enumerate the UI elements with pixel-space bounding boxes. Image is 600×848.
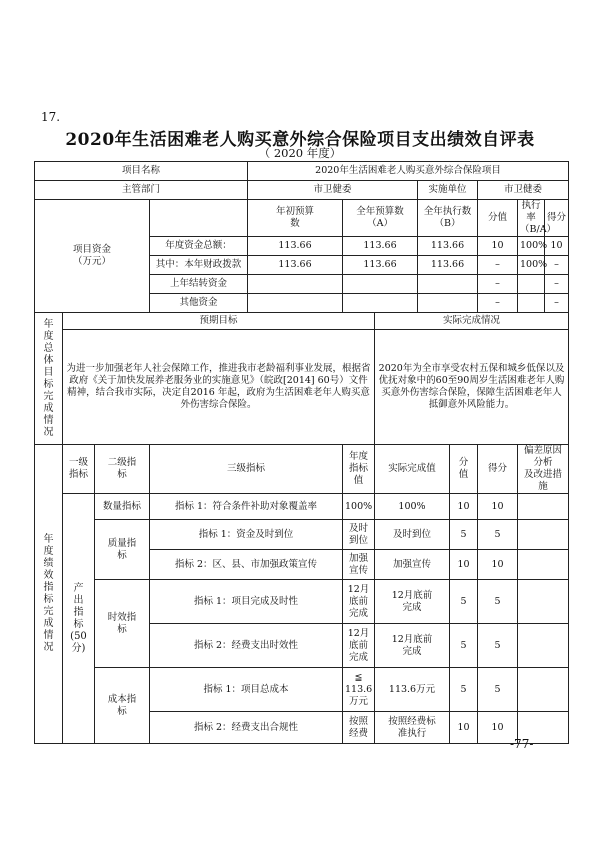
indicator-target: 12月 底前 完成	[343, 580, 375, 624]
indicator-row	[35, 520, 569, 550]
funds-full: 113.66	[343, 256, 418, 275]
goals-side-label: 年 度 总 体 目 标 完 成 情 况	[35, 313, 63, 445]
indicator-name: 指标 2：经费支出时效性	[150, 624, 343, 668]
indicator-target: 12月 底前 完成	[343, 624, 375, 668]
department-value: 市卫健委	[248, 181, 418, 200]
header-level1: 一级 指标	[63, 445, 95, 494]
header-score-max: 分 值	[450, 445, 478, 494]
funds-row-label: 其他资金	[150, 294, 248, 313]
page-number: -77-	[510, 737, 534, 751]
funds-rate: 100%	[518, 256, 545, 275]
indicator-reason	[518, 520, 569, 550]
indicator-actual: 及时到位	[375, 520, 450, 550]
indicator-actual: 113.6万元	[375, 668, 450, 712]
funds-score-max: –	[478, 294, 518, 313]
funds-row-label: 其中：本年财政拨款	[150, 256, 248, 275]
group-timeliness: 时效指 标	[95, 580, 150, 668]
expected-goal-header: 预期目标	[63, 313, 375, 330]
header-reason: 偏差原因分析 及改进措施	[518, 445, 569, 494]
indicator-score: 10	[478, 712, 518, 744]
funds-header-row	[35, 200, 569, 237]
funds-row-label: 上年结转资金	[150, 275, 248, 294]
indicator-reason	[518, 550, 569, 580]
indicator-score: 10	[478, 550, 518, 580]
group-cost: 成本指 标	[95, 668, 150, 744]
indicator-actual: 12月底前 完成	[375, 580, 450, 624]
evaluation-table	[34, 161, 569, 744]
actual-goal-text: 2020年为全市享受农村五保和城乡低保以及优抚对象中的60至90周岁生活困难老年人购买意外伤害综合保险，保障生活困难老年人抵御意外风险能力。	[375, 330, 569, 445]
project-name-label: 项目名称	[35, 162, 248, 181]
indicator-score-max: 10	[450, 550, 478, 580]
indicator-row	[35, 494, 569, 520]
funds-rate	[518, 275, 545, 294]
funds-score-max: –	[478, 275, 518, 294]
indicator-score-max: 5	[450, 580, 478, 624]
indicator-score: 10	[478, 494, 518, 520]
header-target: 年度 指标 值	[343, 445, 375, 494]
funds-rate	[518, 294, 545, 313]
indicator-name: 指标 1：符合条件补助对象覆盖率	[150, 494, 343, 520]
indicator-reason	[518, 494, 569, 520]
indicator-reason	[518, 668, 569, 712]
funds-col-initial: 年初预算 数	[248, 200, 343, 237]
funds-label: 项目资金 （万元）	[35, 200, 150, 313]
funds-rate: 100%	[518, 237, 545, 256]
funds-initial	[248, 294, 343, 313]
indicator-actual: 100%	[375, 494, 450, 520]
indicator-score-max: 10	[450, 712, 478, 744]
expected-goal-text: 为进一步加强老年人社会保障工作，推进我市老龄福利事业发展，根据省政府《关于加快发展养老服务业的实施意见》（皖政[2014] 60号）文件精神，结合我市实际，决定自2016 年起，政府为生活困难老年人购买意外伤害综合保险。	[63, 330, 375, 445]
level1-output-label: 产 出 指 标 (50 分)	[63, 494, 95, 744]
funds-exec: 113.66	[418, 237, 478, 256]
indicator-name: 指标 2：区、县、市加强政策宣传	[150, 550, 343, 580]
indicator-score-max: 5	[450, 520, 478, 550]
header-level3: 三级指标	[150, 445, 343, 494]
indicator-reason	[518, 624, 569, 668]
funds-full: 113.66	[343, 237, 418, 256]
indicator-row	[35, 580, 569, 624]
indicator-row	[35, 668, 569, 712]
indicators-header-row	[35, 445, 569, 494]
indicator-actual: 加强宣传	[375, 550, 450, 580]
indicator-name: 指标 1：项目完成及时性	[150, 580, 343, 624]
indicators-side-label: 年 度 绩 效 指 标 完 成 情 况	[35, 445, 63, 744]
funds-score: –	[545, 294, 569, 313]
header-level2: 二级指 标	[95, 445, 150, 494]
funds-row-label: 年度资金总额：	[150, 237, 248, 256]
page-title: 2020年生活困难老人购买意外综合保险项目支出绩效自评表	[65, 130, 535, 150]
item-number: 17.	[41, 110, 61, 124]
goals-content-row	[35, 330, 569, 445]
funds-score: 10	[545, 237, 569, 256]
project-name-value: 2020年生活困难老人购买意外综合保险项目	[248, 162, 569, 181]
funds-exec	[418, 294, 478, 313]
department-label: 主管部门	[35, 181, 248, 200]
implementing-unit-label: 实施单位	[418, 181, 478, 200]
indicator-score-max: 5	[450, 624, 478, 668]
indicator-target: 及时 到位	[343, 520, 375, 550]
indicator-actual: 12月底前 完成	[375, 624, 450, 668]
funds-initial: 113.66	[248, 237, 343, 256]
department-row	[35, 181, 569, 200]
funds-header-blank	[150, 200, 248, 237]
indicator-target: ≦ 113.6 万元	[343, 668, 375, 712]
actual-goal-header: 实际完成情况	[375, 313, 569, 330]
project-name-row	[35, 162, 569, 181]
indicator-target: 按照 经费	[343, 712, 375, 744]
indicator-name: 指标 2：经费支出合规性	[150, 712, 343, 744]
group-quality: 质量指 标	[95, 520, 150, 580]
funds-exec	[418, 275, 478, 294]
indicator-score: 5	[478, 668, 518, 712]
funds-score: –	[545, 256, 569, 275]
indicator-score: 5	[478, 624, 518, 668]
header-actual: 实际完成值	[375, 445, 450, 494]
funds-exec: 113.66	[418, 256, 478, 275]
indicator-actual: 按照经费标 准执行	[375, 712, 450, 744]
indicator-target: 加强 宣传	[343, 550, 375, 580]
indicator-score: 5	[478, 520, 518, 550]
indicator-name: 指标 1：资金及时到位	[150, 520, 343, 550]
indicator-target: 100%	[343, 494, 375, 520]
indicator-score-max: 5	[450, 668, 478, 712]
group-quantity: 数量指标	[95, 494, 150, 520]
funds-initial: 113.66	[248, 256, 343, 275]
funds-col-score-max: 分值	[478, 200, 518, 237]
funds-col-score: 得分	[545, 200, 569, 237]
funds-initial	[248, 275, 343, 294]
indicator-name: 指标 1：项目总成本	[150, 668, 343, 712]
funds-col-exec: 全年执行数（B）	[418, 200, 478, 237]
indicator-score-max: 10	[450, 494, 478, 520]
funds-score-max: –	[478, 256, 518, 275]
header-score: 得分	[478, 445, 518, 494]
goals-header-row	[35, 313, 569, 330]
funds-full	[343, 275, 418, 294]
indicator-reason	[518, 580, 569, 624]
year-note: （ 2020 年度）	[258, 146, 342, 160]
funds-score: –	[545, 275, 569, 294]
funds-col-full: 全年预算数 （A）	[343, 200, 418, 237]
funds-score-max: 10	[478, 237, 518, 256]
funds-full	[343, 294, 418, 313]
implementing-unit-value: 市卫健委	[478, 181, 569, 200]
funds-col-rate: 执行率 （B/A）	[518, 200, 545, 237]
indicator-score: 5	[478, 580, 518, 624]
